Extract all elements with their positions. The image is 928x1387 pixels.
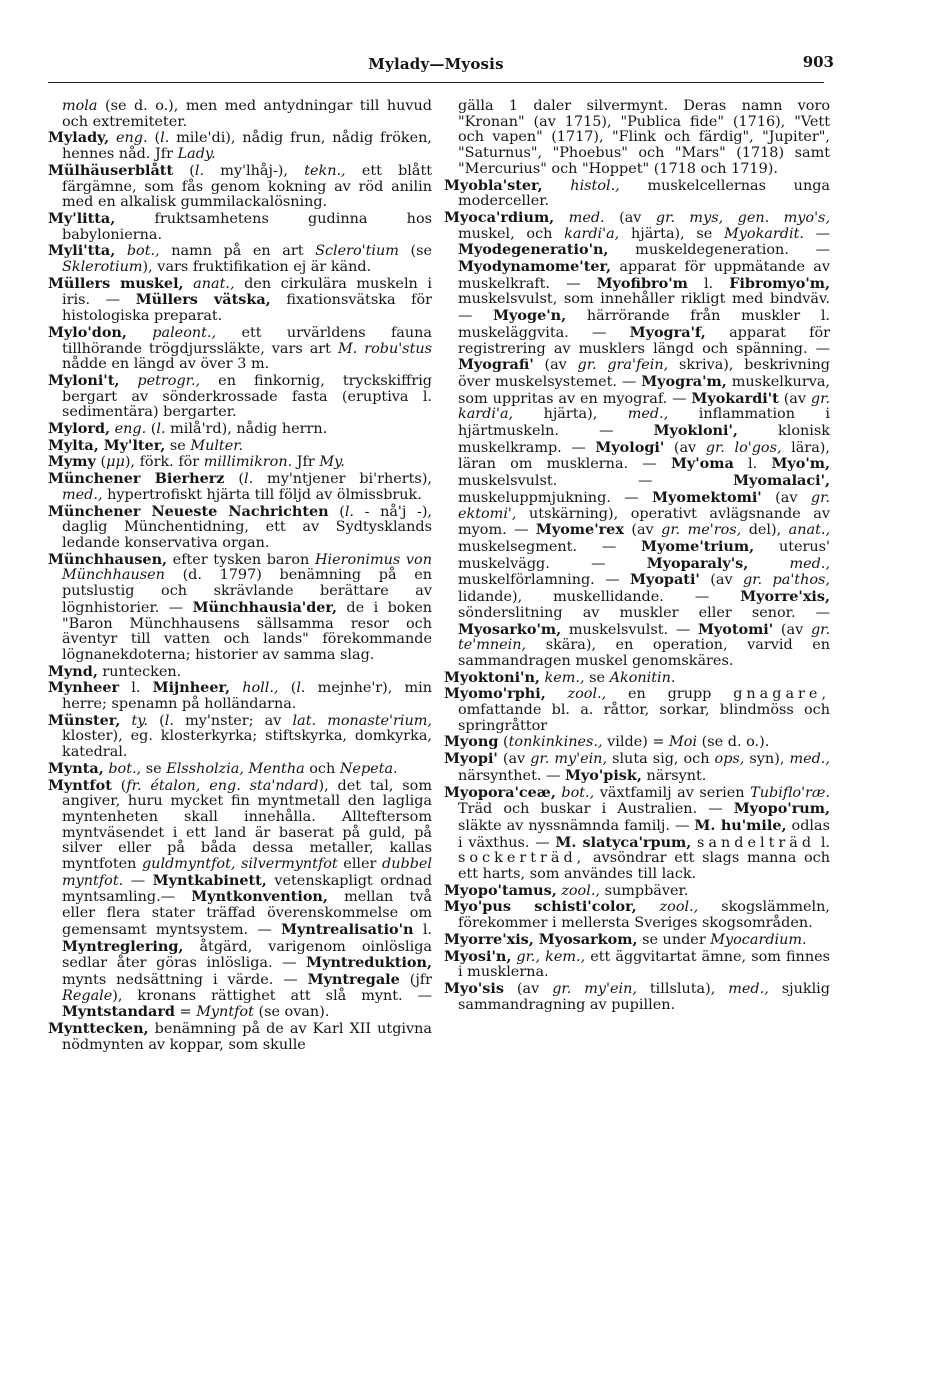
entry-text: my'lhåj-), — [220, 162, 288, 179]
headword: Myomektomi' — [652, 488, 762, 506]
entry-text: ), kronans rättighet att slå mynt. — — [112, 987, 432, 1004]
entry-text: benämning på de av Karl XII utgivna nödmynten av koppar, som skulle — [62, 1021, 432, 1053]
entry-text: (av — [710, 572, 733, 589]
dictionary-entry — [48, 276, 432, 325]
dictionary-entry — [48, 438, 432, 455]
dictionary-entry — [444, 686, 830, 734]
entry-text: mynts nedsättning i värde. — — [62, 971, 298, 988]
italic-text: med. — [568, 209, 605, 226]
headword: My'oma — [670, 455, 734, 473]
entry-text: (av — [544, 357, 567, 374]
entry-text: (jfr — [409, 971, 433, 988]
entry-text: härrörande från muskler l. muskeläggvita. — — [458, 308, 831, 341]
dictionary-entry — [444, 734, 830, 751]
italic-text: fr. étalon, eng. sta'ndard — [126, 777, 319, 794]
headword: Myntrealisatio'n — [281, 920, 414, 938]
italic-text: millimikron. — [203, 454, 293, 471]
entry-text: milå'rd), nådig herrn. — [170, 421, 328, 438]
entry-text: mejnhe'r), min herre; spenamn på holländarna. — [62, 680, 433, 713]
dictionary-entry — [444, 785, 830, 883]
headword: Müllers muskel, — [48, 274, 184, 292]
headword: Myosarko'm, — [458, 620, 562, 638]
italic-text: guldmyntfot, silvermyntfot — [141, 856, 338, 873]
entry-text: my'ntjener bi'rherts), — [267, 471, 433, 488]
entry-text: närsynt. — [646, 767, 707, 784]
dictionary-entry — [48, 1021, 432, 1053]
headword: Myntfot — [48, 776, 112, 794]
entry-text: del), — [748, 522, 782, 539]
entry-text: omfattande bl. a. råttor, sorkar, blindmöss och springråttor — [458, 702, 830, 734]
entry-text: l. — [422, 921, 433, 938]
entry-text: se under — [642, 931, 706, 948]
left-column — [48, 99, 432, 1053]
italic-text: ops, — [714, 751, 745, 768]
running-head: Mylady—Myosis — [368, 55, 504, 73]
entry-text: en finkornig, tryckskiffrig bergart av sönderkrossade fasta (eruptiva l. sedimentära) bergarter. — [62, 372, 433, 421]
headword: Myntregale — [307, 970, 400, 988]
headword: Mylord, — [48, 420, 111, 438]
entry-text: muskelförlamning. — — [458, 572, 620, 589]
entry-text: l. — [703, 275, 714, 292]
headword: Myoktoni'n, — [444, 668, 540, 686]
entry-text: (av — [502, 751, 526, 768]
entry-text: efter tysken baron — [172, 551, 310, 568]
headword: Myo'sis — [444, 979, 504, 997]
italic-text: M. robu'stus — [337, 340, 433, 357]
italic-text: Myokardit. — [724, 225, 804, 242]
headword: Mijnheer, — [152, 679, 231, 697]
italic-text: Sklerotium — [62, 259, 143, 276]
entry-text: (av — [619, 209, 642, 226]
entry-text: åtgärd, varigenom oinlösliga sedlar åter göras inlösliga. — — [62, 938, 432, 972]
headword: Mynta, — [48, 759, 104, 777]
entry-continuation — [444, 99, 830, 178]
dictionary-entry — [444, 932, 830, 949]
entry-text: avsöndrar ett slags manna och ett harts, som användes till lack. — [458, 850, 830, 883]
entry-text: (av — [780, 621, 804, 638]
spaced-text: sandelträd — [697, 834, 816, 851]
dictionary-entry — [444, 883, 830, 900]
italic-text: l. — [160, 130, 170, 147]
italic-text: dubbel myntfot. — [62, 856, 433, 889]
italic-text: kardi'a, — [564, 225, 620, 242]
dictionary-entry — [48, 373, 432, 421]
headword: Myogra'f, — [629, 323, 706, 341]
headword: Myorre'xis, — [740, 588, 830, 606]
entry-text: muskelcellernas unga moderceller. — [458, 177, 831, 210]
entry-text: = — [179, 1004, 192, 1021]
entry-text: ), förk. för — [124, 454, 200, 471]
entry-text: ( — [339, 503, 345, 520]
entry-text: eller — [343, 856, 377, 873]
italic-text: bot., — [561, 784, 595, 801]
italic-text: gr. te'mnein, — [458, 621, 831, 654]
entry-text: (d. 1797) benämning på en putslustig och skrävlande berättare av lögnhistorier. — — [62, 567, 432, 616]
entry-text: apparat för uppmätande av muskelkraft. — — [458, 259, 831, 292]
headword: Myo'm, — [771, 455, 831, 473]
italic-text: Myocardium. — [710, 931, 807, 948]
headword: Myologi' — [595, 438, 665, 456]
headword: Münchener Neueste Nachrichten — [48, 502, 329, 520]
headword: Münchhausen, — [48, 550, 168, 568]
headword: Mynd, — [48, 662, 98, 680]
headword: Myorre'xis, Myosarkom, — [444, 930, 638, 948]
dictionary-entry — [48, 243, 432, 275]
italic-text: Nepeta. — [339, 760, 398, 777]
headword: Myogra'm, — [641, 372, 727, 390]
entry-text: hjärta), se — [630, 225, 713, 242]
entry-text: lidande), muskellidande. — — [458, 589, 710, 606]
italic-text: l. — [194, 162, 205, 179]
headword: Mylo'don, — [48, 323, 127, 341]
headword: Mynttecken, — [48, 1020, 149, 1038]
italic-text: anat., — [193, 275, 235, 292]
italic-text: l. — [344, 503, 355, 520]
entry-text: skära), en operation, varvid en sammandragen muskel genomskäres. — [458, 637, 830, 669]
headword: Myoge'n, — [493, 307, 567, 325]
entry-text: skogslämmeln, förekommer i mellersta Sveriges skogsområden. — [458, 899, 830, 932]
headword: My'litta, — [48, 209, 116, 227]
headword: Myong — [444, 733, 499, 751]
entry-text: muskelsvulst, som innehåller rikligt med bindväv. — — [458, 291, 830, 325]
headword: Myopora'ceæ, — [444, 783, 556, 801]
entry-text: (av — [783, 390, 807, 407]
entry-text: klonisk muskelkramp. — — [458, 423, 831, 456]
entry-text: sluta sig, och — [612, 751, 710, 768]
headword: Myli'tta, — [48, 242, 116, 260]
italic-text: μμ — [106, 454, 125, 471]
headword: Myntreduktion, — [306, 954, 432, 972]
italic-text: l. — [156, 421, 166, 438]
entry-text: ( — [154, 130, 161, 147]
entry-text: mile'di), nådig frun, nådig fröken, hennes nåd. Jfr — [62, 130, 432, 163]
italic-text: eng. — [114, 421, 147, 438]
entry-text: syn), — [749, 751, 785, 768]
entry-text: ett urvärldens fauna tillhörande trögdjurssläkte, vars art — [62, 324, 432, 357]
dictionary-entry — [48, 211, 432, 243]
entry-text: (se ovan). — [258, 1004, 330, 1021]
entry-text: sjuklig sammandragning av pupillen. — [458, 980, 830, 1013]
italic-text: zool., — [561, 882, 600, 899]
entry-text: ), det tal, som angiver, huru mycket fin myntmetall den lagliga myntenheten skall innehålla. Allteftersom myntväsendet i ett land är baserat på guld, på silver eller på båda dessa metaller, kallas myntfoten — [62, 777, 432, 873]
headword: Myopo'tamus, — [444, 881, 557, 899]
dictionary-entry — [48, 680, 432, 712]
headword: Mylta, My'lter, — [48, 436, 166, 454]
entry-text: se — [589, 669, 606, 686]
italic-text: gr. ektomi', — [458, 489, 830, 522]
headword: Myntkabinett, — [152, 871, 267, 889]
italic-text: mola — [62, 98, 98, 114]
entry-text: my'nster; av — [185, 712, 282, 729]
entry-continuation — [48, 99, 432, 130]
entry-text: hjärta), — [543, 406, 598, 423]
entry-text: uterus' muskelvägg. — — [458, 538, 830, 572]
italic-text: paleont., — [152, 324, 217, 341]
entry-text: se — [145, 760, 162, 777]
italic-text: Myntfot — [196, 1004, 254, 1021]
headword: Myodegeneratio'n, — [458, 241, 609, 259]
dictionary-entry — [48, 130, 432, 162]
italic-text: Tubiflo'ræ. — [750, 784, 831, 801]
entry-text: fixationsvätska för histologiska preparat. — [62, 292, 433, 325]
dictionary-entry — [444, 899, 830, 931]
italic-text: tonkinkines., — [508, 734, 603, 751]
entry-text: muskelsvulst. — — [458, 473, 653, 490]
italic-text: l. — [164, 712, 174, 729]
headword: Myntkonvention, — [191, 888, 328, 906]
dictionary-entry — [444, 981, 830, 1013]
entry-text: (av — [775, 489, 798, 506]
entry-text: namn på en art — [171, 243, 304, 260]
right-column — [444, 99, 830, 1013]
italic-text: My. — [319, 454, 345, 471]
headword: Myotomi' — [697, 620, 774, 638]
headword: Myomo'rphi, — [444, 685, 546, 703]
headword: Myoparaly's, — [646, 554, 749, 572]
italic-text: med., — [62, 486, 103, 503]
italic-text: gr. mys, gen. myo's, — [655, 209, 831, 226]
entry-text: (se d. o.), men med antydningar till huvud och extremiteter. — [62, 98, 432, 130]
dictionary-entry — [48, 454, 432, 471]
italic-text: zool., — [659, 899, 699, 916]
italic-text: petrogr., — [137, 372, 201, 389]
entry-text: vilde) = — [607, 734, 665, 751]
italic-text: holl., — [242, 680, 279, 697]
entry-text: närsynthet. — — [458, 767, 561, 784]
entry-text: skriva), beskrivning över muskelsystemet. — — [458, 357, 831, 390]
headword: Myome'rex — [535, 521, 624, 539]
italic-text: Multer. — [190, 437, 244, 454]
dictionary-entry — [48, 552, 432, 664]
italic-text: gr. my'ein, — [552, 980, 637, 997]
dictionary-entry — [48, 471, 432, 503]
entry-text: ( — [503, 734, 509, 751]
entry-text: muskelsvulst. — — [568, 621, 691, 638]
headword: Münchener Bierherz — [48, 470, 225, 488]
entry-text: Träd och buskar i Australien. — — [458, 801, 723, 818]
entry-text: ( — [150, 421, 157, 438]
entry-text: l. — [820, 834, 831, 851]
headword: Müllers vätska, — [135, 291, 271, 309]
entry-text: ett blått färgämne, som fås genom kokning av röd anilin med en alkalisk gummilackalösning. — [62, 162, 433, 211]
dictionary-entry — [444, 178, 830, 210]
entry-text: ( — [290, 680, 297, 697]
italic-text: gr. my'ein, — [530, 751, 608, 768]
headword: Mylady, — [48, 129, 110, 147]
italic-text: l. — [296, 680, 306, 697]
italic-text: gr. gra'fein, — [577, 357, 669, 374]
italic-text: zool., — [567, 686, 607, 703]
entry-text: ( — [238, 471, 244, 488]
entry-text: (av — [516, 980, 540, 997]
headword: Myobla'ster, — [444, 176, 543, 194]
entry-text: Jfr — [296, 454, 315, 471]
dictionary-entry — [48, 664, 432, 681]
headword: Münchhausia'der, — [192, 598, 337, 616]
italic-text: Hieronimus von Münchhausen — [62, 551, 432, 584]
entry-text: apparat för registrering av musklers längd och spänning. — — [458, 324, 830, 357]
dictionary-entry — [444, 751, 830, 784]
italic-text: med., — [789, 555, 830, 572]
dictionary-entry — [48, 421, 432, 438]
headword: Myopi' — [444, 750, 498, 768]
dictionary-entry — [48, 504, 432, 552]
italic-text: gr., kem., — [516, 948, 586, 965]
dictionary-entry — [48, 163, 432, 211]
entry-text: (av — [631, 522, 654, 539]
italic-text: kem., — [544, 669, 585, 686]
entry-text: mellan två eller flera stater träffad överenskommelse om gemensamt myntsystem. — — [62, 889, 433, 938]
entry-text: l. — [748, 456, 758, 473]
headword: Mülhäuserblått — [48, 161, 174, 179]
italic-text: Akonitin. — [609, 669, 676, 686]
entry-text: (av — [673, 439, 697, 456]
headword: Myokloni', — [653, 422, 738, 440]
entry-text: vetenskapligt ordnad myntsamling.— — [62, 872, 433, 906]
headword: Münster, — [48, 711, 121, 729]
headword: Myosi'n, — [444, 947, 512, 965]
italic-text: Lady. — [177, 146, 216, 163]
italic-text: gr. kardi'a, — [458, 390, 831, 423]
entry-text: fruktsamhetens gudinna hos babylonierna. — [62, 210, 433, 243]
italic-text: gr. lo'gos, — [705, 439, 782, 456]
entry-text: den cirkulära muskeln i iris. — — [62, 275, 432, 309]
entry-text: muskelkurva, som uppritas av en myograf. — — [458, 373, 830, 407]
headword: Myo'pus schisti'color, — [444, 898, 637, 916]
italic-text: lat. monaste'rium, — [292, 712, 432, 729]
dictionary-entry — [48, 778, 432, 1022]
entry-text: muskeluppmjukning. — — [458, 489, 639, 506]
entry-text: runtecken. — [102, 663, 182, 680]
entry-text: sönderslitning av muskler eller senor. — — [458, 604, 830, 621]
entry-text: ett äggvitartat ämne, som finnes i musklerna. — [458, 948, 830, 981]
italic-text: ty. — [131, 712, 149, 729]
italic-text: tekn., — [304, 162, 346, 179]
entry-text: (se — [410, 243, 433, 260]
italic-text: Moi — [669, 734, 698, 751]
dictionary-entry — [48, 325, 432, 373]
italic-text: Elssholzia, Mentha — [166, 760, 305, 777]
italic-text: med., — [627, 406, 669, 423]
headword: Myomalaci', — [733, 472, 831, 490]
italic-text: l. — [243, 471, 254, 488]
page-number: 903 — [802, 53, 834, 71]
entry-text: och — [309, 760, 336, 777]
entry-text: lära), läran om musklerna. — — [458, 439, 830, 473]
headword: Fibromyo'm, — [729, 274, 831, 292]
italic-text: Regale — [62, 987, 113, 1004]
headword: Mynheer — [48, 679, 120, 697]
italic-text: gr. pa'thos, — [743, 572, 830, 589]
dictionary-entry — [444, 949, 830, 981]
entry-text: hypertrofiskt hjärta till följd av ölmissbruk. — [107, 486, 422, 503]
page-header — [48, 53, 834, 79]
entry-text: ( — [120, 777, 127, 794]
headword: Myokardi't — [691, 389, 779, 407]
entry-text: en grupp — [628, 686, 712, 703]
entry-text: se — [169, 437, 186, 454]
italic-text: bot., — [108, 760, 142, 777]
entry-text: — — [815, 225, 831, 242]
entry-text: muskelsegment. — — [458, 538, 617, 555]
headword: Myloni't, — [48, 371, 120, 389]
dictionary-entry — [48, 761, 432, 778]
italic-text: med., — [789, 751, 830, 768]
entry-text: muskeldegeneration. — — [635, 242, 830, 259]
headword: Myopati' — [630, 571, 700, 589]
italic-text: eng. — [116, 130, 148, 147]
headword: M. slatyca'rpum, — [555, 833, 692, 851]
italic-text: gr. me'ros, — [661, 522, 742, 539]
spaced-text: sockerträd, — [458, 850, 586, 867]
entry-text: ), vars fruktifikation ej är känd. — [142, 259, 372, 276]
headword: Myntstandard — [62, 1003, 175, 1021]
italic-text: Sclero'tium — [315, 243, 399, 260]
entry-text: de i boken "Baron Münchhausens sällsamma resor och äventyr till vatten och lands" förekommande lögnanekdoterna; historier av samma slag. — [62, 599, 432, 663]
headword: Myoca'rdium, — [444, 208, 555, 226]
headword: Myopo'rum, — [733, 800, 830, 818]
entry-text: (se d. o.). — [701, 734, 770, 751]
entry-text: ( — [159, 712, 165, 729]
entry-text: nådde en längd av över 3 m. — [62, 356, 270, 373]
entry-text: - nå'j -), daglig Münchentidning, ett av Sydtysklands ledande konservativa organ. — [62, 503, 433, 551]
italic-text: anat., — [788, 522, 831, 539]
entry-text: utskärning), operativt avlägsnande av myom. — — [458, 505, 830, 539]
entry-text: tillsluta), — [649, 980, 716, 997]
entry-text: odlas i växthus. — — [458, 817, 830, 851]
italic-text: bot., — [126, 243, 160, 260]
entry-text: l. — [131, 680, 141, 697]
entry-text: sumpbäver. — [604, 882, 689, 899]
dictionary-entry — [48, 713, 432, 761]
italic-text: histol., — [570, 177, 620, 194]
entry-text: gälla 1 daler silvermynt. Deras namn voro "Kronan" (av 1715), "Publica fide" (1716), "Vett och vapen" (1717), "Flink och färdig", "Jupiter", "Saturnus", "Phoebus" och "Mars" (1718) samt "Mercurius" och "Hoppet" (1718 och 1719). — [458, 98, 830, 177]
entry-text: ( — [189, 162, 195, 179]
headword: Mymy — [48, 453, 96, 471]
entry-text: kloster), eg. klosterkyrka; stiftskyrka, domkyrka, katedral. — [62, 728, 432, 761]
header-rule — [48, 82, 824, 83]
entry-text: släkte av nyssnämnda familj. — — [458, 817, 690, 834]
dictionary-entry — [444, 670, 830, 687]
headword: Myografi' — [458, 356, 534, 374]
entry-text: inflammation i hjärtmuskeln. — — [458, 406, 831, 440]
entry-text: — — [130, 872, 146, 889]
italic-text: med., — [728, 980, 769, 997]
dictionary-entry — [444, 210, 830, 670]
entry-text: muskel, och — [458, 225, 553, 242]
spaced-text: gnagare, — [733, 686, 831, 703]
headword: M. hu'mile, — [694, 816, 787, 834]
entry-text: ( — [100, 454, 107, 471]
headword: Myodynamome'ter, — [458, 258, 612, 276]
headword: Myofibro'm — [596, 274, 688, 292]
headword: Myome'trium, — [641, 537, 755, 555]
headword: Myo'pisk, — [564, 766, 642, 784]
headword: Myntreglering, — [62, 937, 184, 955]
entry-text: växtfamilj av serien — [599, 784, 745, 801]
